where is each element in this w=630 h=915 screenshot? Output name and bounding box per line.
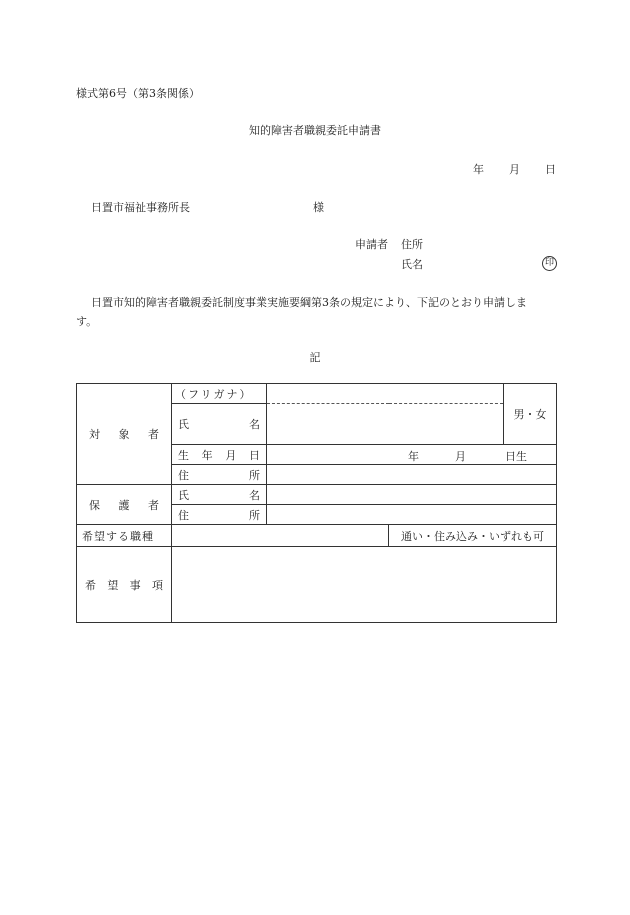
guardian-address-field[interactable] xyxy=(267,505,557,525)
gender-options[interactable]: 男・女 xyxy=(513,408,547,421)
address-label: 住 所 xyxy=(178,468,260,482)
date-day: 日 xyxy=(545,163,556,176)
guardian-label: 保 護 者 xyxy=(89,498,159,512)
form-number: 様式第6号（第3条関係） xyxy=(76,87,200,100)
requests-label-cell xyxy=(77,547,172,623)
birth-year: 年 xyxy=(408,449,419,463)
document-title: 知的障害者職親委託申請書 xyxy=(249,124,381,137)
applicant-name-label: 氏名 xyxy=(401,258,423,271)
desired-job-label-cell xyxy=(77,525,172,547)
application-table xyxy=(76,383,557,623)
body-text-line-1: 日置市知的障害者職親委託制度事業実施要綱第3条の規定により、下記のとおり申請しま xyxy=(91,296,527,309)
guardian-address-label-cell xyxy=(172,505,267,525)
guardian-name-label-cell xyxy=(172,485,267,505)
name-label-cell xyxy=(172,404,267,445)
seal-mark xyxy=(542,255,557,271)
birthdate-label-cell xyxy=(172,445,267,465)
seal-icon: 印 xyxy=(542,256,557,271)
desired-job-field[interactable] xyxy=(172,525,389,547)
guardian-address-label: 住 所 xyxy=(178,508,260,522)
desired-job-label: 希望する職種 xyxy=(82,529,154,543)
address-field[interactable] xyxy=(267,465,557,485)
residence-options[interactable]: 通い・住み込み・いずれも可 xyxy=(401,529,544,543)
birthdate-field[interactable] xyxy=(267,445,557,465)
addressee-name: 日置市福祉事務所長 xyxy=(91,201,190,214)
subject-label: 対 象 者 xyxy=(89,428,159,441)
requests-label: 希 望 事 項 xyxy=(85,578,163,592)
birth-day: 日生 xyxy=(505,449,527,463)
ki-heading: 記 xyxy=(309,351,321,364)
furigana-field[interactable] xyxy=(267,384,504,404)
requests-field[interactable] xyxy=(172,547,557,623)
applicant-label: 申請者 xyxy=(355,238,388,251)
name-label: 氏 名 xyxy=(178,418,260,431)
furigana-label: （フリガナ） xyxy=(175,387,253,401)
subject-label-cell xyxy=(77,384,172,485)
guardian-name-field[interactable] xyxy=(267,485,557,505)
addressee-honorific: 様 xyxy=(313,201,324,214)
date-year: 年 xyxy=(473,163,484,176)
furigana-label-cell xyxy=(172,384,267,404)
residence-option-cell xyxy=(389,525,557,547)
date-month: 月 xyxy=(509,163,520,176)
name-field[interactable] xyxy=(267,404,504,445)
applicant-address-label: 住所 xyxy=(401,238,423,251)
birth-month: 月 xyxy=(455,449,466,463)
guardian-label-cell xyxy=(77,485,172,525)
guardian-name-label: 氏 名 xyxy=(178,488,260,502)
body-text-line-2: す。 xyxy=(76,315,98,328)
birthdate-label: 生 年 月 日 xyxy=(178,448,260,462)
address-label-cell xyxy=(172,465,267,485)
gender-cell xyxy=(504,384,557,445)
